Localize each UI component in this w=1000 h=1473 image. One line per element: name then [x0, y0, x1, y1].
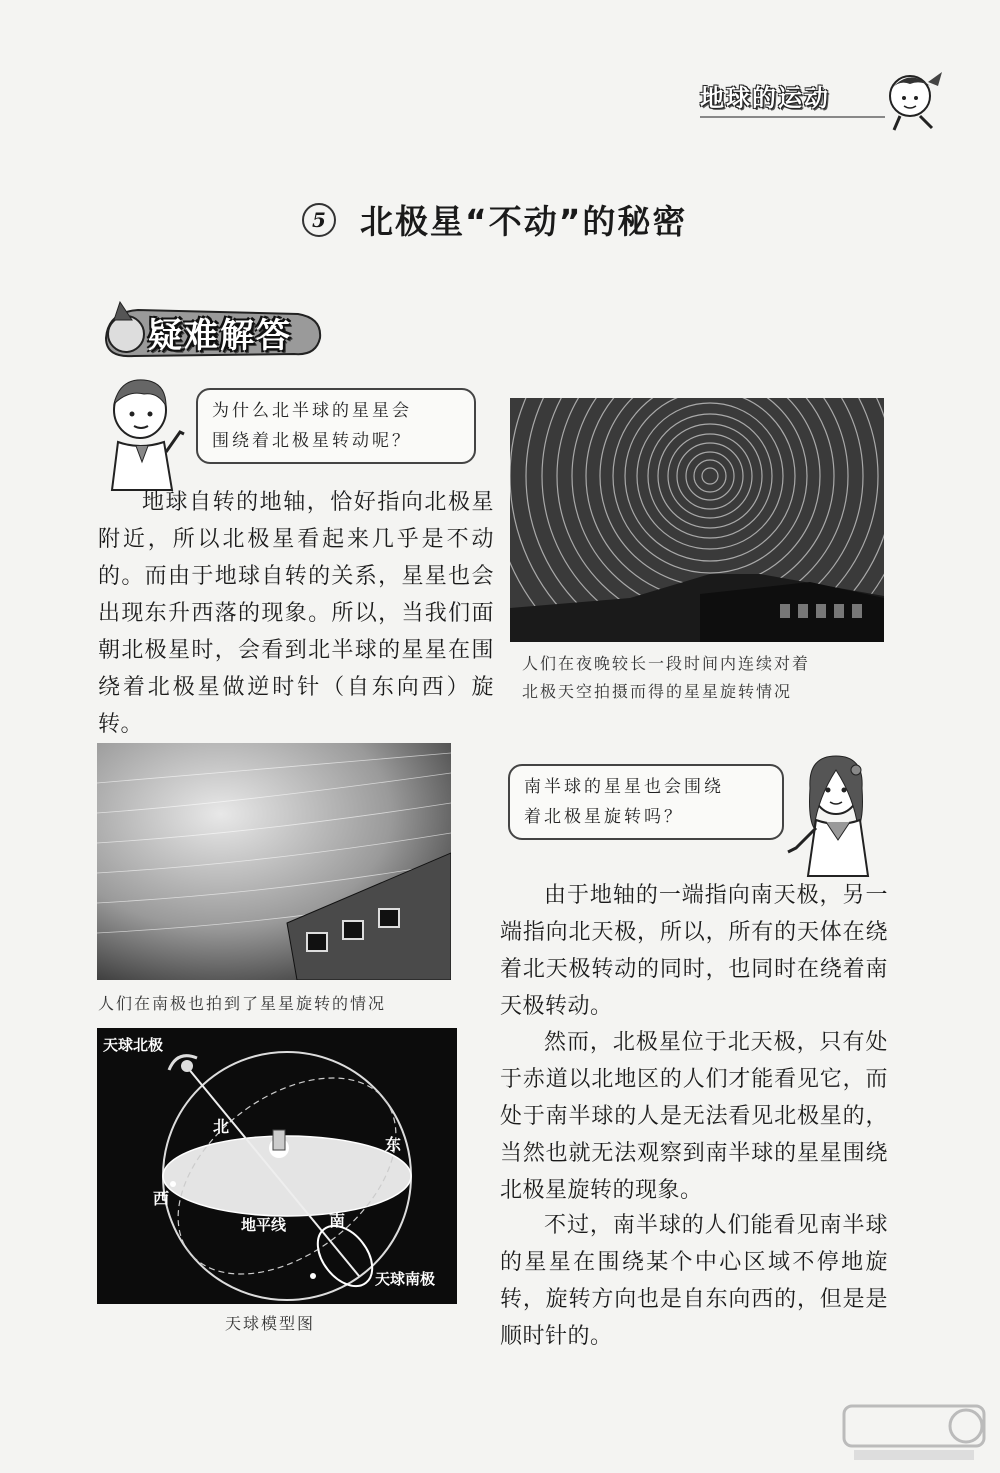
- question-2-line-1: 南半球的星星也会围绕: [524, 777, 724, 797]
- section-title: 疑难解答: [148, 316, 292, 356]
- north-direction-label: 北: [213, 1117, 230, 1136]
- header-divider: [700, 116, 885, 118]
- horizon-label: 地平线: [241, 1216, 287, 1234]
- question-bubble-1: [196, 388, 476, 464]
- celestial-sphere-drawing: [97, 1028, 457, 1304]
- question-2-line-2: 着北极星旋转吗？: [524, 807, 684, 827]
- star-trails-image: [510, 398, 884, 642]
- photo-2-caption: 人们在南极也拍到了星星旋转的情况: [98, 994, 387, 1013]
- diagram-caption: 天球模型图: [225, 1314, 316, 1333]
- star-trails-photo-south: [97, 743, 451, 980]
- south-celestial-pole-label: 天球南极: [375, 1270, 436, 1288]
- paragraph-earth-axis: 地球自转的地轴，恰好指向北极星附近，所以北极星看起来几乎是不动的。而由于地球自转的关系，星星也会出现东升西落的现象。所以，当我们面朝北极星时，会看到北半球的星星在围绕着北极星做逆时针（自东向西）旋转。: [98, 490, 494, 737]
- question-bubble-2: [508, 764, 784, 840]
- north-celestial-pole-label: 天球北极: [103, 1036, 164, 1054]
- page-title: 北极星“不动”的秘密: [360, 202, 688, 241]
- girl-mascot-icon: [782, 748, 882, 878]
- boy-mascot-icon: [100, 372, 192, 492]
- south-direction-label: 南: [329, 1211, 346, 1230]
- photo-1-caption-line-1: 人们在夜晚较长一段时间内连续对着: [522, 654, 811, 673]
- watermark-logo-icon: [840, 1400, 990, 1466]
- photo-1-caption-line-2: 北极天空拍摄而得的星星旋转情况: [522, 682, 793, 701]
- mascot-head-icon: [880, 62, 950, 134]
- question-1-line-1: 为什么北半球的星星会: [212, 401, 412, 421]
- question-1-line-2: 围绕着北极星转动呢？: [212, 431, 412, 451]
- star-trails-photo-north: [510, 398, 884, 642]
- photo-1-caption: [512, 650, 892, 706]
- chapter-label: 地球的运动: [700, 84, 830, 112]
- paragraph-southern-rotation: 不过，南半球的人们能看见南半球的星星在围绕某个中心区域不停地旋转，旋转方向也是自东向西的，但是是顺时针的。: [500, 1213, 888, 1349]
- south-pole-star-image: [97, 743, 451, 980]
- west-direction-label: 西: [153, 1189, 170, 1208]
- lesson-number: 5: [302, 203, 336, 237]
- east-direction-label: 东: [385, 1135, 402, 1154]
- paragraph-polaris-visibility: 然而，北极星位于北天极，只有处于赤道以北地区的人们才能看见它，而处于南半球的人是无法看见北极星的，当然也就无法观察到南半球的星星围绕北极星旋转的现象。: [500, 1030, 888, 1203]
- paragraph-celestial-poles: 由于地轴的一端指向南天极，另一端指向北天极，所以，所有的天体在绕着北天极转动的同时，也同时在绕着南天极转动。: [500, 883, 888, 1019]
- celestial-sphere-diagram: [97, 1028, 457, 1304]
